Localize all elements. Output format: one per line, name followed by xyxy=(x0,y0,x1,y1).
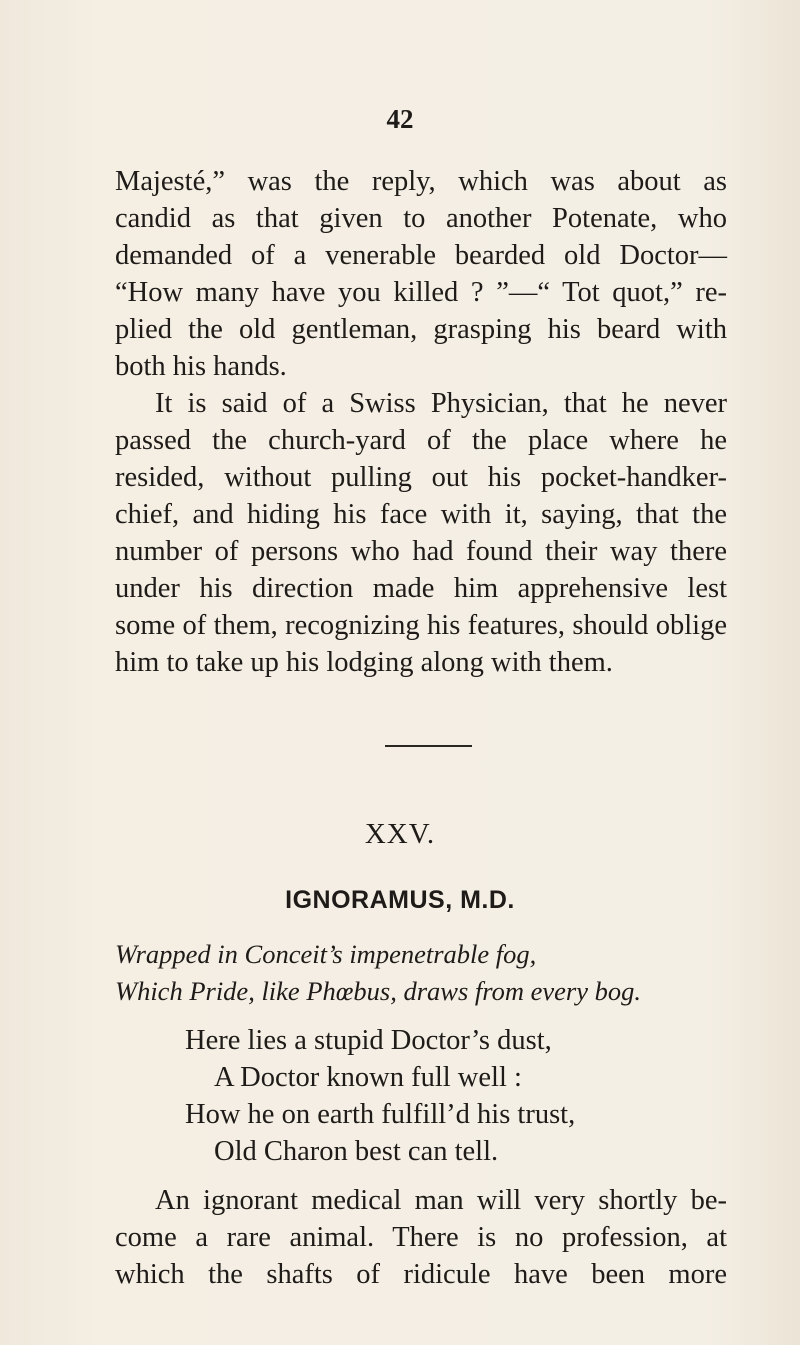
text-line: number of persons who had found their way there xyxy=(115,536,727,567)
page-number: 42 xyxy=(386,104,414,134)
text-line: candid as that given to another Potenate, who xyxy=(115,203,727,234)
section-numeral: XXV. xyxy=(364,818,436,850)
text-line: come a rare animal. There is no profession, at xyxy=(115,1222,727,1253)
section-title: IGNORAMUS, M.D. xyxy=(285,886,515,914)
text-line: resided, without pulling out his pocket-handker- xyxy=(115,462,727,493)
verse-line: How he on earth fulfill’d his trust, xyxy=(185,1099,576,1130)
verse-line: A Doctor known full well : xyxy=(214,1062,522,1093)
text-line: passed the church-yard of the place where he xyxy=(115,425,727,456)
text-line: him to take up his lodging along with them. xyxy=(115,647,613,678)
text-line: which the shafts of ridicule have been more xyxy=(115,1259,727,1290)
text-line: demanded of a venerable bearded old Doctor— xyxy=(115,240,727,271)
epigraph-line: Which Pride, like Phœbus, draws from every bog. xyxy=(115,976,641,1006)
text-line: under his direction made him apprehensive lest xyxy=(115,573,727,604)
text-line: some of them, recognizing his features, should oblige xyxy=(115,610,727,641)
text-line: chief, and hiding his face with it, saying, that the xyxy=(115,499,727,530)
text-line: both his hands. xyxy=(115,351,287,382)
epigraph-line: Wrapped in Conceit’s impenetrable fog, xyxy=(115,939,537,969)
text-line: “How many have you killed ? ”—“ Tot quot,” re- xyxy=(115,277,727,308)
verse-line: Old Charon best can tell. xyxy=(214,1136,499,1167)
verse-line: Here lies a stupid Doctor’s dust, xyxy=(185,1025,552,1056)
text-line: An ignorant medical man will very shortly be- xyxy=(155,1185,727,1216)
text-line: It is said of a Swiss Physician, that he never xyxy=(155,388,727,419)
section-divider xyxy=(385,745,472,747)
text-line: Majesté,” was the reply, which was about as xyxy=(115,166,727,197)
text-line: plied the old gentleman, grasping his beard with xyxy=(115,314,727,345)
